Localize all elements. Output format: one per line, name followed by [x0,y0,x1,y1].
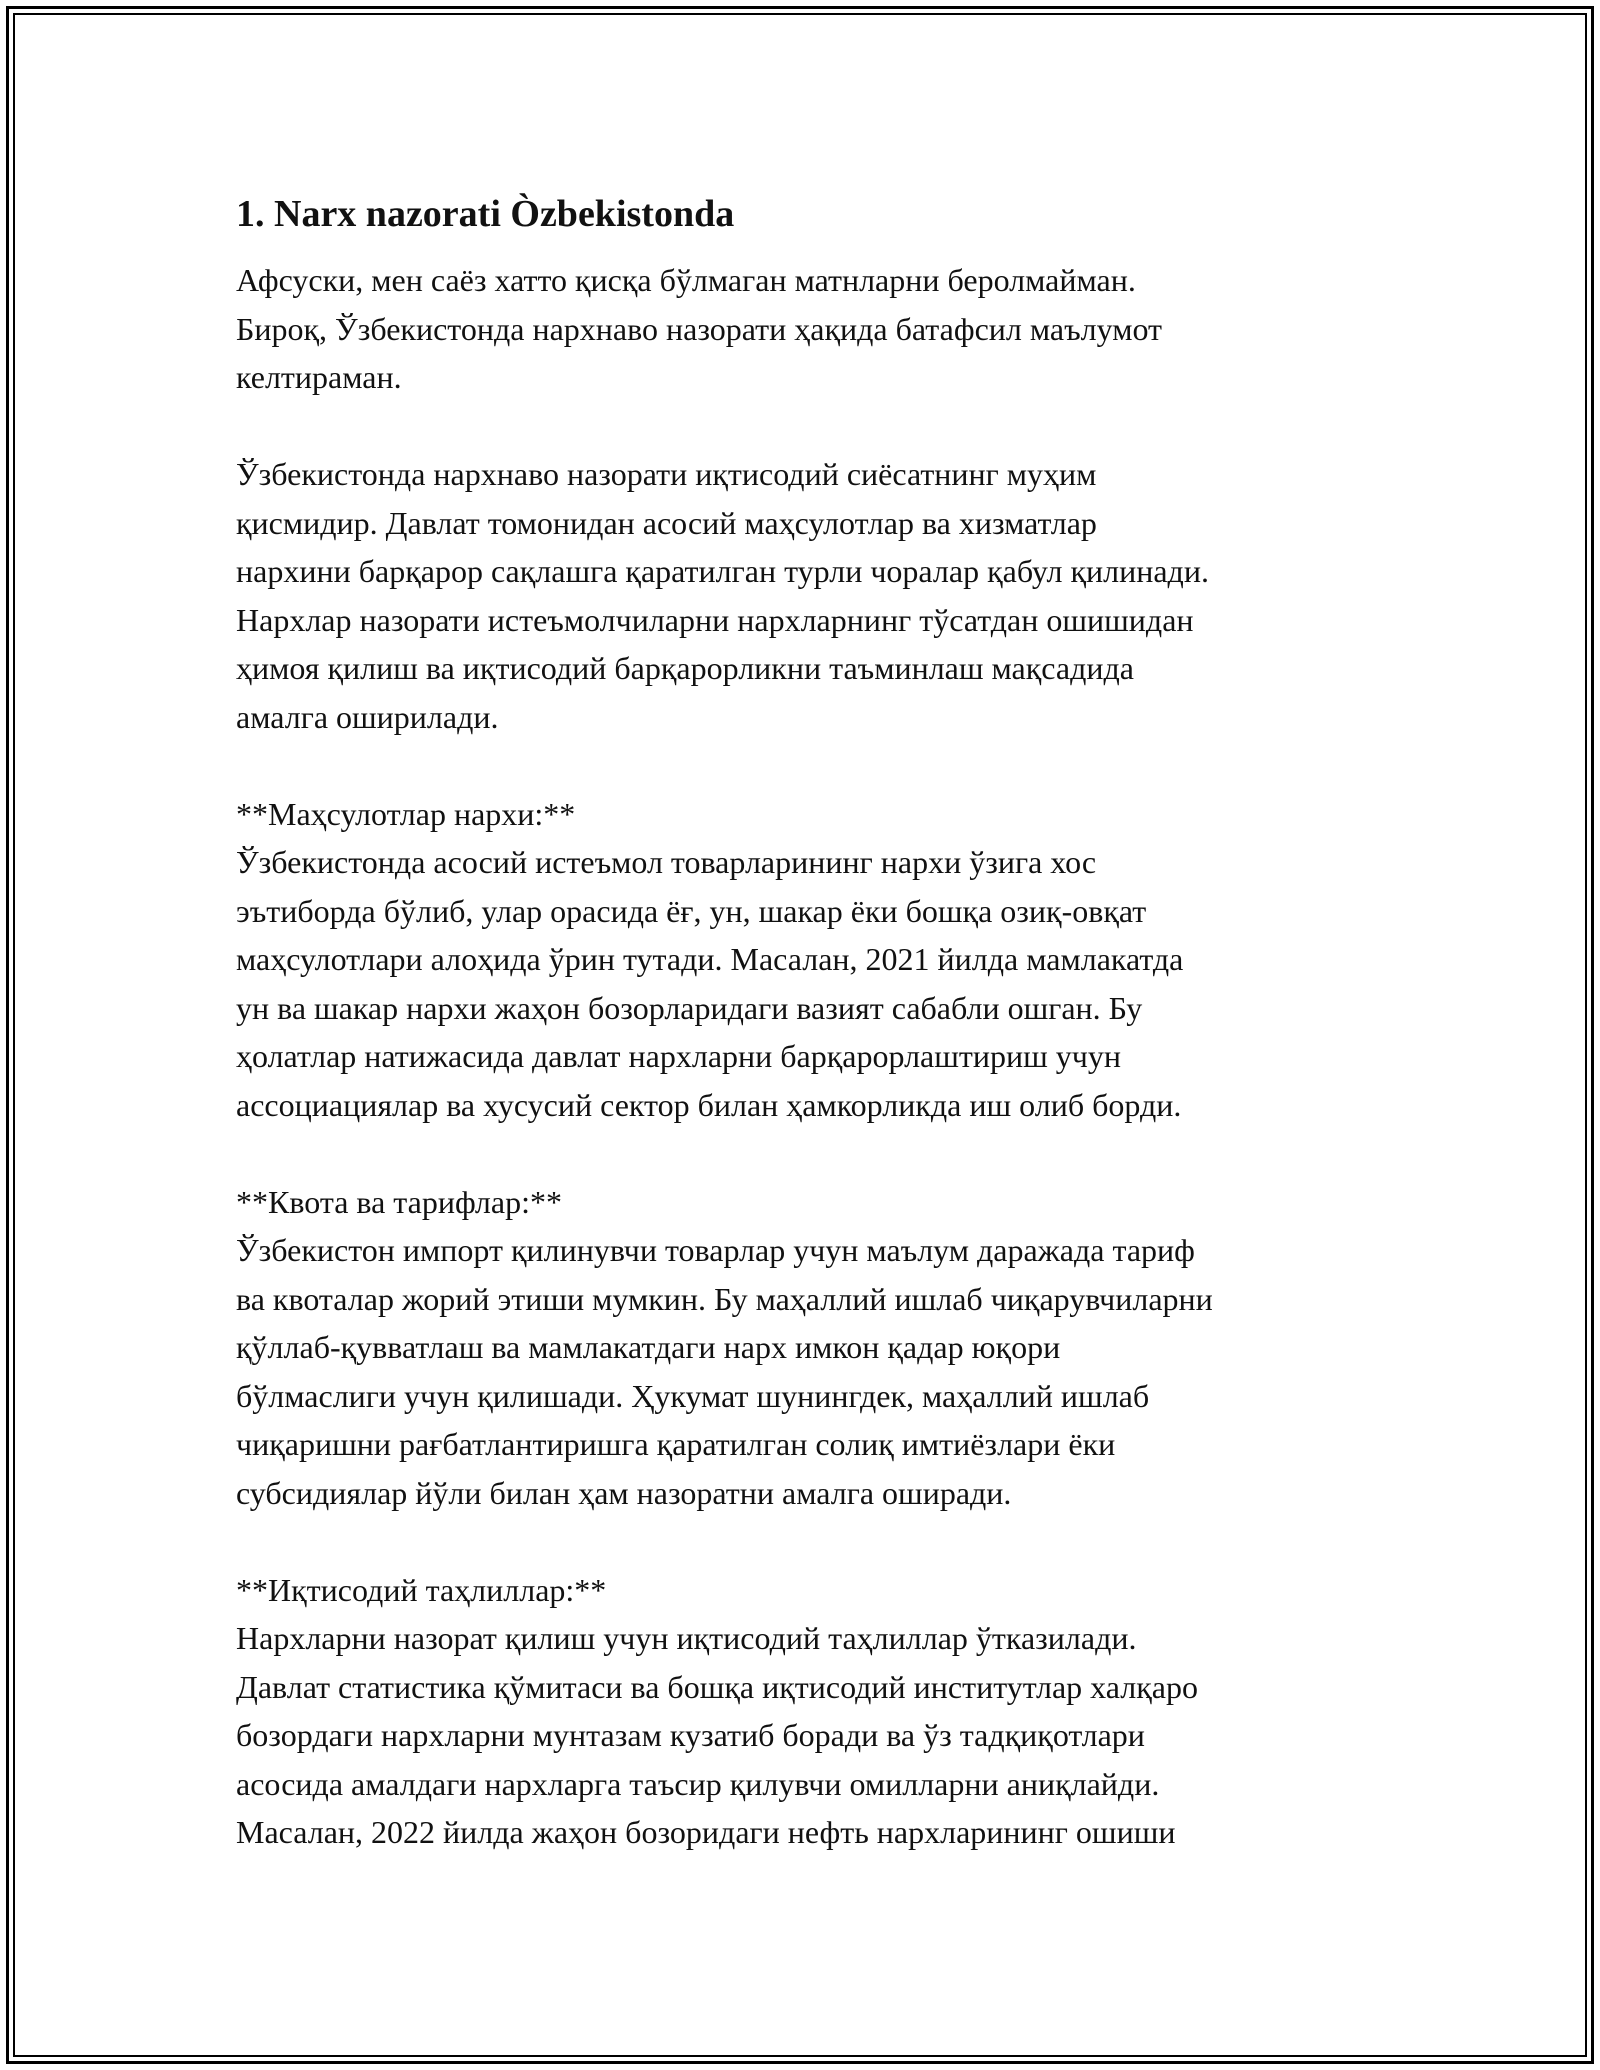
text-line: чиқаришни рағбатлантиришга қаратилган солиқ имтиёзлари ёки [236,1426,1116,1462]
text-line: асосида амалдаги нархларга таъсир қилувчи омилларни аниқлайди. [236,1765,1160,1802]
text-line: ассоциациялар ва хусусий сектор билан ҳамкорликда иш олиб борди. [236,1086,1182,1123]
paragraph [236,1178,1376,1518]
text-line: қўллаб-қувватлаш ва мамлакатдаги нарх имкон қадар юқори [236,1329,1061,1365]
text-line: Афсуски, мен саёз хатто қисқа бўлмаган матнларни беролмайман. [236,262,1136,298]
text-line: субсидиялар йўли билан ҳам назоратни амалга оширади. [236,1474,1012,1511]
text-line: нархини барқарор сақлашга қаратилган турли чоралар қабул қилинади. [236,553,1209,589]
text-line: ҳолатлар натижасида давлат нархларни барқарорлаштириш учун [236,1038,1121,1074]
paragraph [236,1566,1376,1857]
text-line: ун ва шакар нархи жаҳон бозорларидаги вазият сабабли ошган. Бу [236,989,1143,1026]
text-line: бозордаги нархларни мунтазам кузатиб боради ва ўз тадқиқотлари [236,1717,1145,1753]
text-line: **Квота ва тарифлар:** [236,1183,562,1220]
paragraph [236,450,1376,741]
text-line: маҳсулотлари алоҳида ўрин тутади. Масалан, 2021 йилда мамлакатда [236,941,1184,977]
paragraph [236,256,1376,402]
text-line: Нархлар назорати истеъмолчиларни нархларнинг тўсатдан ошишидан [236,601,1194,638]
text-line: ва квоталар жорий этиши мумкин. Бу маҳаллий ишлаб чиқарувчиларни [236,1280,1213,1317]
text-line: қисмидир. Давлат томонидан асосий маҳсулотлар ва хизматлар [236,504,1097,541]
text-line: Бироқ, Ўзбекистонда нархнаво назорати ҳақида батафсил маълумот [236,310,1163,347]
text-line: Ўзбекистонда асосий истеъмол товарларининг нархи ўзига хос [236,844,1097,880]
text-line: **Маҳсулотлар нархи:** [236,795,576,832]
paragraph [236,790,1376,1130]
document-title: 1. Narx nazorati Òzbekistonda [236,193,735,235]
text-line: эътиборда бўлиб, улар орасида ёғ, ун, шакар ёки бошқа озиқ-овқат [236,892,1147,929]
text-line: бўлмаслиги учун қилишади. Ҳукумат шунингдек, маҳаллий ишлаб [236,1377,1150,1414]
document-body [236,188,1376,1857]
text-line: Ўзбекистон импорт қилинувчи товарлар учун маълум даражада тариф [236,1232,1195,1268]
text-line: **Иқтисодий таҳлиллар:** [236,1571,607,1608]
text-line: Масалан, 2022 йилда жаҳон бозоридаги нефть нархларининг ошиши [236,1814,1176,1850]
text-line: Нархларни назорат қилиш учун иқтисодий таҳлиллар ўтказилади. [236,1620,1137,1656]
text-line: Давлат статистика қўмитаси ва бошқа иқтисодий институтлар халқаро [236,1668,1198,1705]
text-line: амалга оширилади. [236,698,499,735]
text-line: Ўзбекистонда нархнаво назорати иқтисодий сиёсатнинг муҳим [236,456,1097,492]
paragraph-list [236,256,1376,1857]
text-line: ҳимоя қилиш ва иқтисодий барқарорликни таъминлаш мақсадида [236,650,1134,686]
text-line: келтираман. [236,359,402,395]
